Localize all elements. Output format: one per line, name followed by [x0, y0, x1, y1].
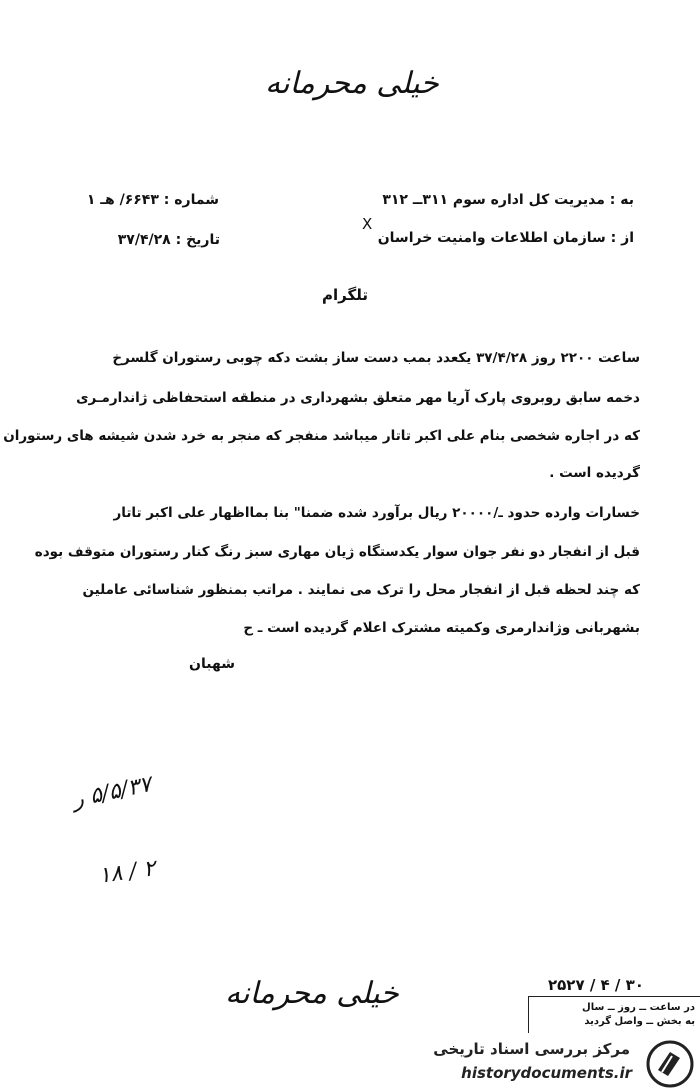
sender-line: از : سازمان اطلاعات وامنیت خراسان	[377, 230, 634, 246]
cross-mark: X	[362, 215, 373, 233]
body-line-8: بشهربانی وژاندارمری وکمیته مشترک اعلام گردیده است ـ ح	[243, 620, 640, 636]
classification-bottom: خیلی محرمانه	[225, 976, 399, 1011]
watermark-name: مرکز بررسی اسناد تاریخی	[433, 1040, 630, 1058]
document-date: تاریخ : ۳۷/۴/۲۸	[117, 232, 220, 248]
document-type: تلگرام	[322, 286, 368, 304]
body-line-7: که چند لحظه قبل از انفجار محل را ترک می نمایند . مراتب بمنظور شناسائی عاملین	[82, 582, 640, 598]
signature-name: شهبان	[189, 656, 235, 672]
document-logo-icon	[646, 1040, 694, 1088]
body-line-3: که در اجاره شخصی بنام علی اکبر تاتار میباشد منفجر که منجر به خرد شدن شیشه های رستوران	[3, 428, 640, 444]
watermark-url: historydocuments.ir	[461, 1064, 632, 1082]
stamp-line-2: به بخش ــ واصل گردید	[584, 1016, 695, 1027]
receipt-stamp	[528, 996, 700, 1033]
document-number: شماره : ۶۶۴۳/ هـ ۱	[86, 192, 219, 208]
stamp-line-1: در ساعت ــ روز ــ سال	[582, 1002, 695, 1013]
handwritten-note-1: ۵/۵/۳۷ ر	[70, 771, 154, 814]
handwritten-note-2: ۱۸ / ۲	[97, 856, 157, 889]
body-line-2: دخمه سابق روبروی پارک آریا مهر متعلق بشهرداری در منطقه استحفاظی ژاندارمـری	[76, 390, 640, 406]
body-line-6: قبل از انفجار دو نفر جوان سوار یکدستگاه ژیان مهاری سبز رنگ کنار رستوران متوقف بوده	[34, 544, 640, 560]
body-line-1: ساعت ۲۲۰۰ روز ۳۷/۴/۲۸ یکعدد بمب دست ساز بشت دکه چوبی رستوران گلسرخ	[112, 350, 640, 366]
body-line-4: گردیده است .	[549, 465, 640, 481]
recipient-line: به : مدیریت کل اداره سوم ۳۱۱ــ ۳۱۲	[382, 192, 634, 208]
classification-top: خیلی محرمانه	[265, 66, 439, 101]
stamp-number-date: ۲۵۲۷ / ۴ / ۳۰	[548, 976, 644, 994]
body-line-5: خسارات وارده حدود ـ/۲۰۰۰۰ ریال برآورد شده ضمنا" بنا بمااظهار علی اکبر تاتار	[113, 505, 640, 521]
watermark	[418, 1036, 700, 1092]
